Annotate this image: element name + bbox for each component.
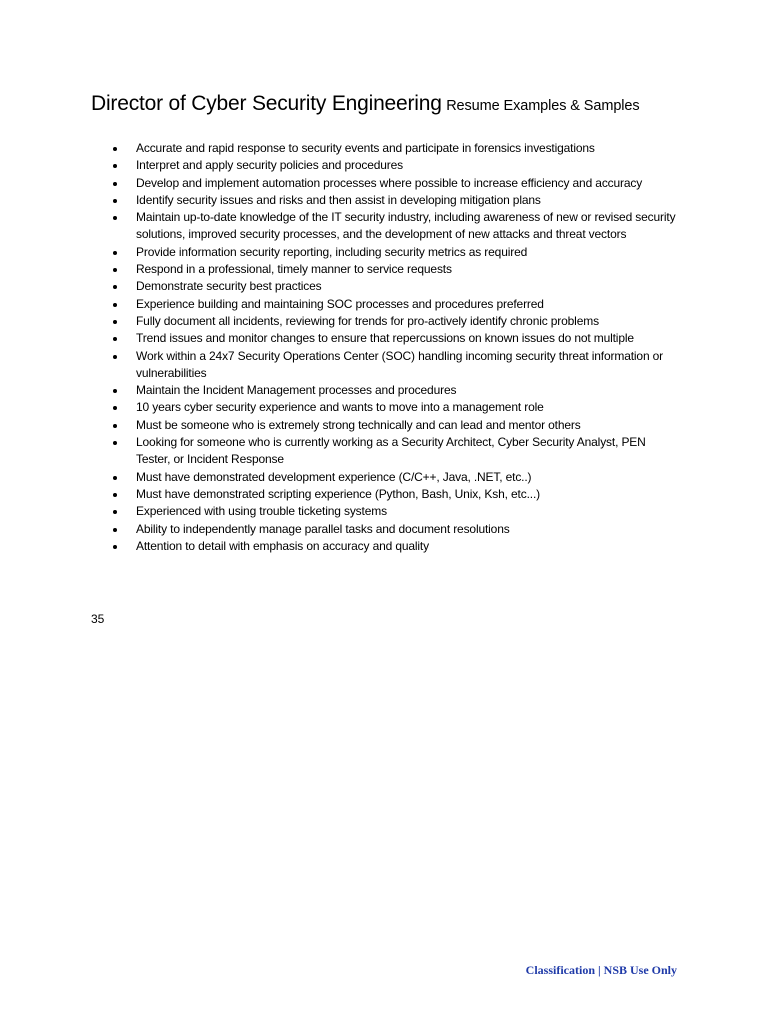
list-item [136, 503, 681, 520]
list-item [136, 313, 681, 330]
bullet-dot-icon [113, 164, 117, 168]
bullet-dot-icon [113, 406, 117, 410]
bullet-dot-icon [113, 251, 117, 255]
bullet-dot-icon [113, 528, 117, 532]
list-item [136, 192, 681, 209]
list-item-text: Looking for someone who is currently working as a Security Architect, Cyber Security Analyst, PEN Tester, or Incident Response [136, 435, 646, 467]
list-item-text: Trend issues and monitor changes to ensure that repercussions on known issues do not multiple [136, 331, 634, 346]
bullet-dot-icon [113, 182, 117, 186]
list-item-text: Experienced with using trouble ticketing systems [136, 504, 387, 519]
bullet-dot-icon [113, 268, 117, 272]
list-item [136, 244, 681, 261]
list-item [136, 348, 681, 383]
list-item [136, 417, 681, 434]
list-item-text: Fully document all incidents, reviewing for trends for pro-actively identify chronic problems [136, 313, 599, 328]
bullet-dot-icon [113, 199, 117, 203]
list-item-text: Must be someone who is extremely strong technically and can lead and mentor others [136, 417, 581, 432]
list-item-text: Maintain the Incident Management processes and procedures [136, 383, 457, 398]
bullet-dot-icon [113, 441, 117, 445]
list-item [136, 175, 681, 192]
bullet-dot-icon [113, 476, 117, 480]
list-item [136, 486, 681, 503]
list-item-text: Work within a 24x7 Security Operations Center (SOC) handling incoming security threat information or vulnerabilities [136, 348, 664, 380]
list-item [136, 261, 681, 278]
list-item [136, 330, 681, 347]
list-item-text: Interpret and apply security policies and procedures [136, 158, 404, 173]
classification-label: Classification | NSB Use Only [525, 963, 677, 977]
bullet-dot-icon [113, 424, 117, 428]
page-title [91, 92, 731, 116]
list-item [136, 469, 681, 486]
bullet-dot-icon [113, 355, 117, 359]
page-number: 35 [91, 612, 105, 626]
bullet-dot-icon [113, 216, 117, 220]
bullet-dot-icon [113, 389, 117, 393]
page-title-subtitle: Resume Examples & Samples [446, 98, 640, 114]
list-item [136, 521, 681, 538]
list-item [136, 296, 681, 313]
list-item-text: Ability to independently manage parallel tasks and document resolutions [136, 521, 510, 536]
list-item-text: Provide information security reporting, including security metrics as required [136, 244, 528, 259]
page-title-main: Director of Cyber Security Engineering [91, 92, 442, 115]
responsibilities-list [136, 140, 681, 555]
list-item [136, 140, 681, 157]
bullet-dot-icon [113, 510, 117, 514]
list-item-text: 10 years cyber security experience and wants to move into a management role [136, 400, 544, 415]
list-item-text: Accurate and rapid response to security events and participate in forensics investigations [136, 141, 595, 155]
list-item [136, 157, 681, 174]
bullet-dot-icon [113, 493, 117, 497]
list-item-text: Must have demonstrated development experience (C/C++, Java, .NET, etc..) [136, 469, 532, 484]
list-item-text: Develop and implement automation processes where possible to increase efficiency and accuracy [136, 175, 643, 190]
list-item-text: Identify security issues and risks and then assist in developing mitigation plans [136, 192, 541, 207]
list-item-text: Must have demonstrated scripting experience (Python, Bash, Unix, Ksh, etc...) [136, 486, 540, 501]
list-item [136, 209, 681, 244]
list-item-text: Attention to detail with emphasis on accuracy and quality [136, 538, 429, 553]
list-item [136, 434, 681, 469]
bullet-dot-icon [113, 147, 117, 151]
bullet-dot-icon [113, 303, 117, 307]
list-item [136, 399, 681, 416]
list-item-text: Experience building and maintaining SOC processes and procedures preferred [136, 296, 544, 311]
list-item [136, 278, 681, 295]
list-item-text: Respond in a professional, timely manner to service requests [136, 262, 452, 277]
list-item [136, 382, 681, 399]
bullet-dot-icon [113, 320, 117, 324]
bullet-dot-icon [113, 285, 117, 289]
list-item [136, 538, 681, 555]
bullet-dot-icon [113, 545, 117, 549]
list-item-text: Demonstrate security best practices [136, 279, 322, 294]
list-item-text: Maintain up-to-date knowledge of the IT security industry, including awareness of new or revised security solutions, improved security processes, and the development of new attacks and threat vectors [136, 210, 676, 242]
bullet-dot-icon [113, 337, 117, 341]
